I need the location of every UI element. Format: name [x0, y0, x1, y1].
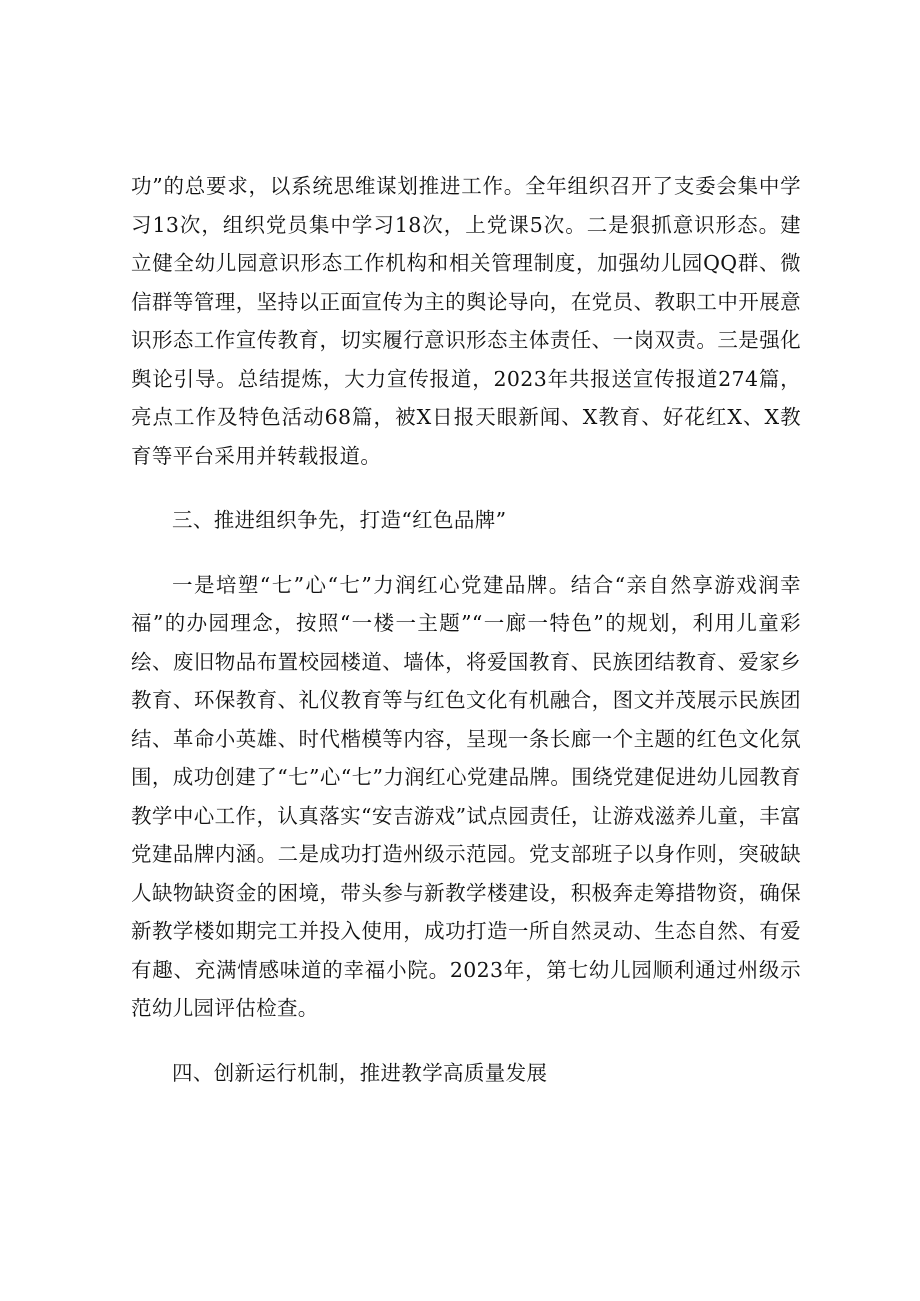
paragraph-red-brand-detail: 一是培塑“七”心“七”力润红心党建品牌。结合“亲自然享游戏润幸福”的办园理念，按照“一楼一主题”“一廊一特色”的规划，利用儿童彩绘、废旧物品布置校园楼道、墙体，将爱国教育、民族团结教育、爱家乡教育、环保教育、礼仪教育等与红色文化有机融合，图文并茂展示民族团结、革命小英雄、时代楷模等内容，呈现一条长廊一个主题的红色文化氛围，成功创建了“七”心“七”力润红心党建品牌。围绕党建促进幼儿园教育教学中心工作，认真落实“安吉游戏”试点园责任，让游戏滋养儿童，丰富党建品牌内涵。二是成功打造州级示范园。党支部班子以身作则，突破缺人缺物缺资金的困境，带头参与新教学楼建设，积极奔走筹措物资，确保新教学楼如期完工并投入使用，成功打造一所自然灵动、生态自然、有爱有趣、充满情感味道的幸福小院。2023年，第七幼儿园顺利通过州级示范幼儿园评估检查。 [131, 572, 801, 1020]
paragraph-gap [131, 1028, 801, 1054]
section-heading-teaching-mechanism: 四、创新运行机制，推进教学高质量发展 [172, 1060, 548, 1085]
document-body [131, 167, 801, 1092]
section-heading-red-brand: 三、推进组织争先，打造“红色品牌” [172, 508, 507, 532]
paragraph-gap [131, 475, 801, 501]
paragraph-party-work-summary: 功”的总要求，以系统思维谋划推进工作。全年组织召开了支委会集中学习13次，组织党员集中学习18次，上党课5次。二是狠抓意识形态。建立健全幼儿园意识形态工作机构和相关管理制度，加强幼儿园QQ群、微信群等管理，坚持以正面宣传为主的舆论导向，在党员、教职工中开展意识形态工作宣传教育，切实履行意识形态主体责任、一岗双责。三是强化舆论引导。总结提炼，大力宣传报道，2023年共报送宣传报道274篇，亮点工作及特色活动68篇，被X日报天眼新闻、X教育、好花红X、X教育等平台采用并转载报道。 [131, 174, 801, 468]
paragraph-gap [131, 540, 801, 566]
